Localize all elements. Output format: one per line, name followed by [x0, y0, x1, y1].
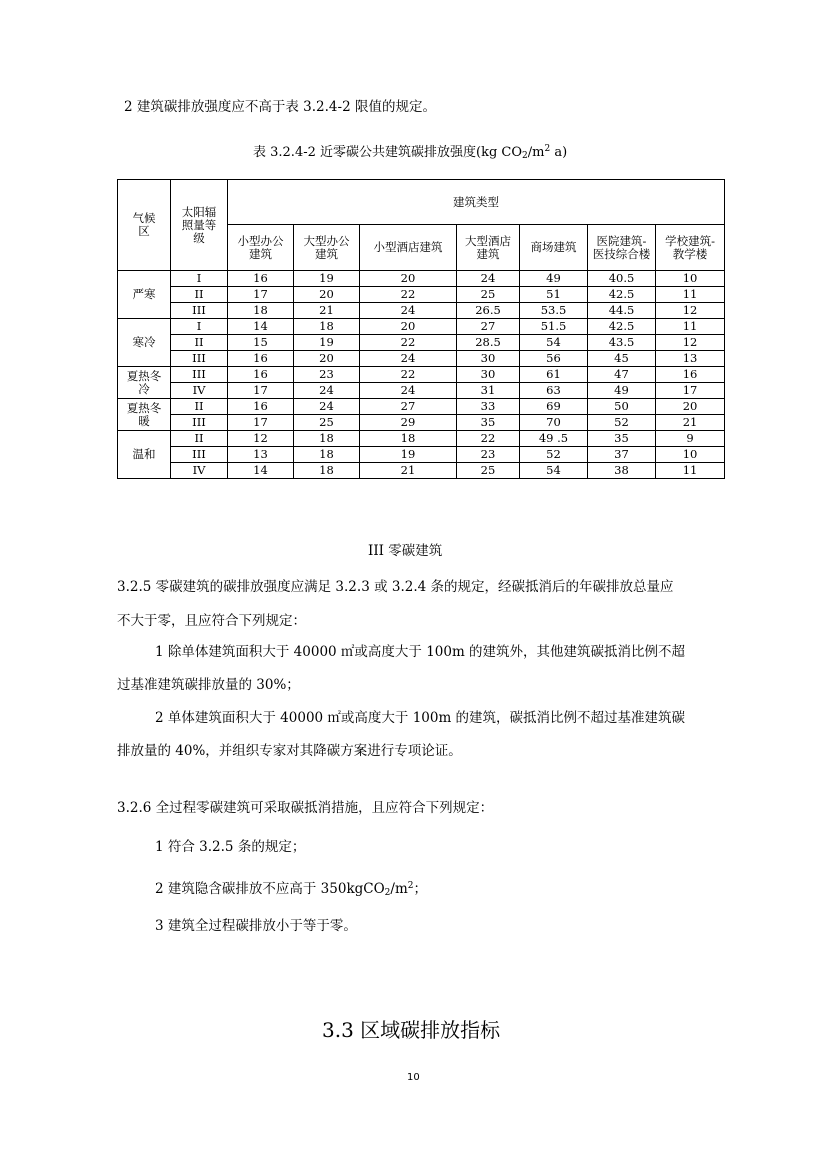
value-cell: 69 — [520, 399, 588, 415]
intro-line: 2 建筑碳排放强度应不高于表 3.2.4-2 限值的规定。 — [124, 99, 436, 115]
value-cell: 22 — [457, 431, 520, 447]
value-cell: 37 — [588, 447, 656, 463]
clause-325-line2: 不大于零，且应符合下列规定： — [117, 613, 306, 629]
table-row — [118, 399, 725, 415]
value-cell: 24 — [360, 351, 457, 367]
value-cell: 16 — [228, 271, 294, 287]
value-cell: 20 — [360, 319, 457, 335]
table-row — [118, 415, 725, 431]
value-cell: 54 — [520, 463, 588, 479]
solar-level-cell: IV — [171, 463, 228, 479]
solar-level-cell: III — [171, 303, 228, 319]
value-cell: 42.5 — [588, 287, 656, 303]
value-cell: 17 — [228, 383, 294, 399]
value-cell: 18 — [294, 463, 360, 479]
value-cell: 45 — [588, 351, 656, 367]
value-cell: 42.5 — [588, 319, 656, 335]
climate-zone-cell: 温和 — [118, 431, 171, 479]
value-cell: 63 — [520, 383, 588, 399]
value-cell: 16 — [228, 351, 294, 367]
value-cell: 11 — [656, 319, 725, 335]
value-cell: 12 — [228, 431, 294, 447]
value-cell: 17 — [228, 287, 294, 303]
value-cell: 18 — [294, 447, 360, 463]
value-cell: 28.5 — [457, 335, 520, 351]
table-row — [118, 383, 725, 399]
solar-level-cell: III — [171, 447, 228, 463]
value-cell: 11 — [656, 463, 725, 479]
value-cell: 49 .5 — [520, 431, 588, 447]
table-row — [118, 463, 725, 479]
clause-326-line1: 3.2.6 全过程零碳建筑可采取碳抵消措施，且应符合下列规定： — [117, 800, 494, 816]
value-cell: 16 — [228, 367, 294, 383]
clause-325-item1-line1: 1 除单体建筑面积大于 40000 ㎡或高度大于 100m 的建筑外，其他建筑碳抵消比例不超 — [155, 644, 686, 660]
value-cell: 12 — [656, 335, 725, 351]
section-title: III 零碳建筑 — [368, 543, 443, 559]
value-cell: 18 — [228, 303, 294, 319]
clause-325-item2-line1: 2 单体建筑面积大于 40000 ㎡或高度大于 100m 的建筑，碳抵消比例不超过基准建筑碳 — [155, 710, 686, 726]
table-row — [118, 271, 725, 287]
value-cell: 31 — [457, 383, 520, 399]
header-climate-zone: 气候区 — [118, 180, 171, 271]
value-cell: 35 — [588, 431, 656, 447]
value-cell: 27 — [457, 319, 520, 335]
table-row — [118, 319, 725, 335]
value-cell: 24 — [294, 399, 360, 415]
solar-level-cell: I — [171, 271, 228, 287]
header-type-col: 小型办公建筑 — [228, 225, 294, 271]
table-row — [118, 367, 725, 383]
value-cell: 18 — [360, 431, 457, 447]
table-row — [118, 287, 725, 303]
value-cell: 13 — [656, 351, 725, 367]
value-cell: 43.5 — [588, 335, 656, 351]
header-type-col: 学校建筑-教学楼 — [656, 225, 725, 271]
value-cell: 20 — [656, 399, 725, 415]
value-cell: 49 — [588, 383, 656, 399]
header-building-type: 建筑类型 — [228, 180, 725, 225]
value-cell: 24 — [294, 383, 360, 399]
value-cell: 53.5 — [520, 303, 588, 319]
clause-325-line1: 3.2.5 零碳建筑的碳排放强度应满足 3.2.3 或 3.2.4 条的规定，经碳抵消后的年碳排放总量应 — [117, 579, 674, 595]
header-type-col: 商场建筑 — [520, 225, 588, 271]
table-row — [118, 447, 725, 463]
value-cell: 52 — [588, 415, 656, 431]
value-cell: 23 — [457, 447, 520, 463]
carbon-intensity-table — [117, 179, 725, 479]
solar-level-cell: III — [171, 351, 228, 367]
value-cell: 33 — [457, 399, 520, 415]
value-cell: 30 — [457, 351, 520, 367]
value-cell: 21 — [360, 463, 457, 479]
value-cell: 17 — [228, 415, 294, 431]
value-cell: 26.5 — [457, 303, 520, 319]
value-cell: 24 — [360, 303, 457, 319]
solar-level-cell: I — [171, 319, 228, 335]
value-cell: 10 — [656, 271, 725, 287]
value-cell: 22 — [360, 367, 457, 383]
value-cell: 61 — [520, 367, 588, 383]
value-cell: 18 — [294, 319, 360, 335]
value-cell: 56 — [520, 351, 588, 367]
solar-level-cell: II — [171, 399, 228, 415]
value-cell: 70 — [520, 415, 588, 431]
clause-326-item3: 3 建筑全过程碳排放小于等于零。 — [155, 918, 357, 934]
value-cell: 19 — [360, 447, 457, 463]
value-cell: 13 — [228, 447, 294, 463]
value-cell: 27 — [360, 399, 457, 415]
value-cell: 25 — [457, 287, 520, 303]
value-cell: 49 — [520, 271, 588, 287]
value-cell: 16 — [228, 399, 294, 415]
value-cell: 44.5 — [588, 303, 656, 319]
value-cell: 52 — [520, 447, 588, 463]
value-cell: 24 — [457, 271, 520, 287]
solar-level-cell: II — [171, 431, 228, 447]
value-cell: 17 — [656, 383, 725, 399]
value-cell: 10 — [656, 447, 725, 463]
value-cell: 29 — [360, 415, 457, 431]
value-cell: 19 — [294, 271, 360, 287]
value-cell: 21 — [656, 415, 725, 431]
value-cell: 15 — [228, 335, 294, 351]
climate-zone-cell: 夏热冬暖 — [118, 399, 171, 431]
clause-325-item2-line2: 排放量的 40%，并组织专家对其降碳方案进行专项论证。 — [117, 743, 462, 759]
table-row — [118, 431, 725, 447]
climate-zone-cell: 寒冷 — [118, 319, 171, 367]
page-number: 10 — [407, 1072, 420, 1083]
climate-zone-cell: 夏热冬冷 — [118, 367, 171, 399]
value-cell: 54 — [520, 335, 588, 351]
header-solar-level: 太阳辐照量等级 — [171, 180, 228, 271]
value-cell: 47 — [588, 367, 656, 383]
value-cell: 14 — [228, 319, 294, 335]
value-cell: 21 — [294, 303, 360, 319]
value-cell: 19 — [294, 335, 360, 351]
value-cell: 14 — [228, 463, 294, 479]
table-row — [118, 335, 725, 351]
solar-level-cell: II — [171, 335, 228, 351]
value-cell: 18 — [294, 431, 360, 447]
value-cell: 20 — [360, 271, 457, 287]
clause-326-item1: 1 符合 3.2.5 条的规定； — [155, 839, 306, 855]
value-cell: 51 — [520, 287, 588, 303]
value-cell: 12 — [656, 303, 725, 319]
value-cell: 40.5 — [588, 271, 656, 287]
clause-325-item1-line2: 过基准建筑碳排放量的 30%； — [117, 677, 300, 693]
value-cell: 9 — [656, 431, 725, 447]
solar-level-cell: IV — [171, 383, 228, 399]
chapter-heading: 3.3 区域碳排放指标 — [322, 1018, 501, 1042]
solar-level-cell: III — [171, 367, 228, 383]
value-cell: 22 — [360, 335, 457, 351]
header-type-col: 医院建筑-医技综合楼 — [588, 225, 656, 271]
value-cell: 25 — [457, 463, 520, 479]
clause-326-item2: 2 建筑隐含碳排放不应高于 $350kgCO_2/m^2$； — [155, 881, 427, 898]
value-cell: 22 — [360, 287, 457, 303]
value-cell: 30 — [457, 367, 520, 383]
value-cell: 35 — [457, 415, 520, 431]
header-type-col: 大型酒店建筑 — [457, 225, 520, 271]
climate-zone-cell: 严寒 — [118, 271, 171, 319]
table-caption: 表 3.2.4-2 近零碳公共建筑碳排放强度(kg $CO_2/m^2$ a) — [253, 144, 568, 161]
solar-level-cell: II — [171, 287, 228, 303]
value-cell: 25 — [294, 415, 360, 431]
value-cell: 20 — [294, 287, 360, 303]
value-cell: 11 — [656, 287, 725, 303]
value-cell: 51.5 — [520, 319, 588, 335]
value-cell: 23 — [294, 367, 360, 383]
header-type-col: 大型办公建筑 — [294, 225, 360, 271]
value-cell: 24 — [360, 383, 457, 399]
solar-level-cell: III — [171, 415, 228, 431]
table-row — [118, 303, 725, 319]
table-row — [118, 351, 725, 367]
value-cell: 16 — [656, 367, 725, 383]
value-cell: 20 — [294, 351, 360, 367]
header-type-col: 小型酒店建筑 — [360, 225, 457, 271]
value-cell: 50 — [588, 399, 656, 415]
value-cell: 38 — [588, 463, 656, 479]
